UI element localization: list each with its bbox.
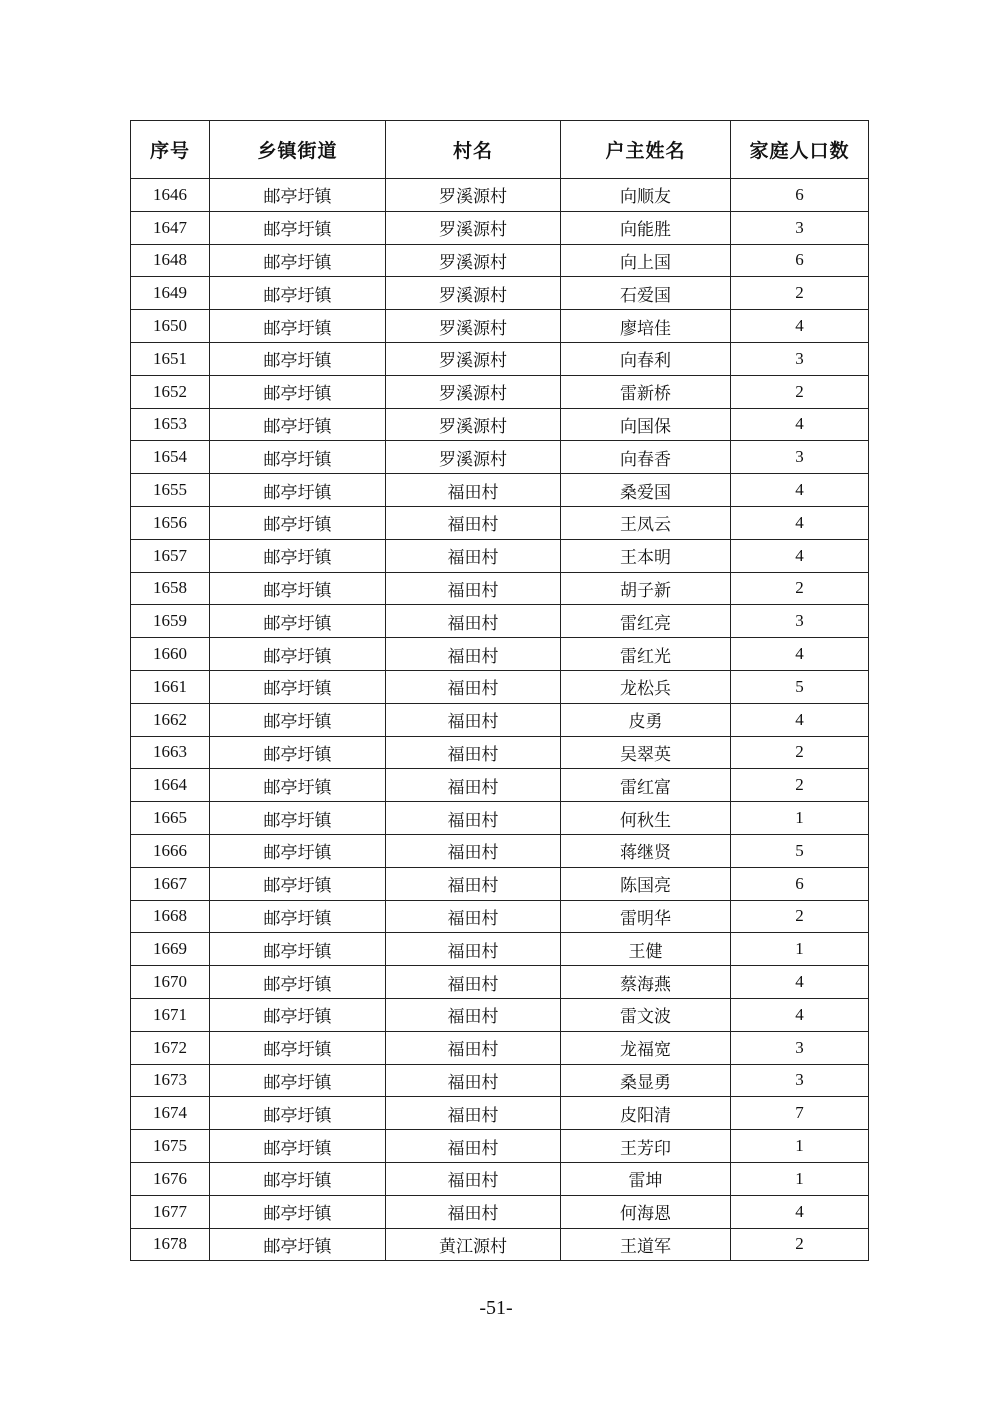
cell-serial-number: 1677: [131, 1195, 210, 1228]
cell-township: 邮亭圩镇: [210, 933, 386, 966]
table-row: [131, 1130, 869, 1163]
cell-township: 邮亭圩镇: [210, 244, 386, 277]
cell-serial-number: 1668: [131, 900, 210, 933]
table-row: [131, 900, 869, 933]
cell-householder-name: 蔡海燕: [561, 966, 731, 999]
cell-serial-number: 1672: [131, 1031, 210, 1064]
cell-township: 邮亭圩镇: [210, 342, 386, 375]
cell-householder-name: 王芳印: [561, 1130, 731, 1163]
cell-village-name: 黄江源村: [386, 1228, 561, 1261]
cell-household-size: 4: [731, 506, 869, 539]
cell-householder-name: 吴翠英: [561, 736, 731, 769]
cell-householder-name: 雷红亮: [561, 605, 731, 638]
cell-serial-number: 1657: [131, 539, 210, 572]
cell-township: 邮亭圩镇: [210, 572, 386, 605]
table-row: [131, 1097, 869, 1130]
cell-household-size: 2: [731, 900, 869, 933]
cell-householder-name: 向顺友: [561, 179, 731, 212]
cell-serial-number: 1647: [131, 211, 210, 244]
cell-village-name: 福田村: [386, 867, 561, 900]
table-row: [131, 703, 869, 736]
cell-household-size: 2: [731, 375, 869, 408]
table-row: [131, 474, 869, 507]
cell-village-name: 福田村: [386, 1195, 561, 1228]
cell-householder-name: 王凤云: [561, 506, 731, 539]
cell-serial-number: 1653: [131, 408, 210, 441]
cell-village-name: 福田村: [386, 670, 561, 703]
cell-village-name: 罗溪源村: [386, 375, 561, 408]
cell-serial-number: 1661: [131, 670, 210, 703]
cell-village-name: 福田村: [386, 1064, 561, 1097]
cell-householder-name: 向春香: [561, 441, 731, 474]
cell-serial-number: 1659: [131, 605, 210, 638]
cell-household-size: 1: [731, 802, 869, 835]
table-row: [131, 998, 869, 1031]
cell-household-size: 3: [731, 342, 869, 375]
table-row: [131, 736, 869, 769]
cell-township: 邮亭圩镇: [210, 867, 386, 900]
cell-village-name: 罗溪源村: [386, 211, 561, 244]
cell-serial-number: 1670: [131, 966, 210, 999]
cell-household-size: 5: [731, 670, 869, 703]
cell-serial-number: 1673: [131, 1064, 210, 1097]
table-row: [131, 572, 869, 605]
table-row: [131, 933, 869, 966]
cell-household-size: 4: [731, 966, 869, 999]
cell-householder-name: 雷红光: [561, 638, 731, 671]
cell-serial-number: 1656: [131, 506, 210, 539]
cell-township: 邮亭圩镇: [210, 310, 386, 343]
table-row: [131, 867, 869, 900]
cell-householder-name: 王本明: [561, 539, 731, 572]
header-serial-number: 序号: [131, 121, 210, 179]
table-row: [131, 310, 869, 343]
cell-village-name: 福田村: [386, 834, 561, 867]
cell-village-name: 福田村: [386, 1097, 561, 1130]
table-row: [131, 802, 869, 835]
cell-householder-name: 胡子新: [561, 572, 731, 605]
cell-serial-number: 1648: [131, 244, 210, 277]
cell-village-name: 福田村: [386, 933, 561, 966]
cell-village-name: 福田村: [386, 1162, 561, 1195]
cell-township: 邮亭圩镇: [210, 375, 386, 408]
cell-householder-name: 石爱国: [561, 277, 731, 310]
cell-serial-number: 1660: [131, 638, 210, 671]
cell-village-name: 福田村: [386, 1031, 561, 1064]
table-row: [131, 441, 869, 474]
cell-township: 邮亭圩镇: [210, 1228, 386, 1261]
cell-township: 邮亭圩镇: [210, 1195, 386, 1228]
cell-township: 邮亭圩镇: [210, 1162, 386, 1195]
table-row: [131, 1228, 869, 1261]
header-householder-name: 户主姓名: [561, 121, 731, 179]
cell-village-name: 罗溪源村: [386, 244, 561, 277]
cell-serial-number: 1655: [131, 474, 210, 507]
cell-township: 邮亭圩镇: [210, 1097, 386, 1130]
table-row: [131, 834, 869, 867]
cell-household-size: 4: [731, 408, 869, 441]
cell-township: 邮亭圩镇: [210, 441, 386, 474]
cell-village-name: 福田村: [386, 605, 561, 638]
table-row: [131, 277, 869, 310]
table-row: [131, 179, 869, 212]
cell-householder-name: 雷明华: [561, 900, 731, 933]
cell-serial-number: 1650: [131, 310, 210, 343]
cell-township: 邮亭圩镇: [210, 900, 386, 933]
cell-serial-number: 1651: [131, 342, 210, 375]
cell-township: 邮亭圩镇: [210, 1130, 386, 1163]
cell-serial-number: 1675: [131, 1130, 210, 1163]
cell-householder-name: 龙福宽: [561, 1031, 731, 1064]
cell-household-size: 3: [731, 605, 869, 638]
cell-household-size: 7: [731, 1097, 869, 1130]
cell-household-size: 1: [731, 1130, 869, 1163]
cell-serial-number: 1669: [131, 933, 210, 966]
table-row: [131, 638, 869, 671]
table-row: [131, 375, 869, 408]
cell-householder-name: 雷红富: [561, 769, 731, 802]
cell-serial-number: 1654: [131, 441, 210, 474]
cell-township: 邮亭圩镇: [210, 1031, 386, 1064]
cell-household-size: 1: [731, 933, 869, 966]
cell-serial-number: 1676: [131, 1162, 210, 1195]
cell-serial-number: 1652: [131, 375, 210, 408]
cell-household-size: 4: [731, 539, 869, 572]
header-township: 乡镇街道: [210, 121, 386, 179]
cell-household-size: 2: [731, 572, 869, 605]
cell-household-size: 4: [731, 998, 869, 1031]
table-row: [131, 966, 869, 999]
cell-householder-name: 皮勇: [561, 703, 731, 736]
page-number: -51-: [479, 1297, 513, 1319]
cell-household-size: 2: [731, 1228, 869, 1261]
table-row: [131, 1162, 869, 1195]
cell-householder-name: 雷文波: [561, 998, 731, 1031]
cell-township: 邮亭圩镇: [210, 605, 386, 638]
cell-householder-name: 廖培佳: [561, 310, 731, 343]
household-table: [130, 120, 869, 1261]
cell-householder-name: 向春利: [561, 342, 731, 375]
table-row: [131, 1031, 869, 1064]
cell-serial-number: 1662: [131, 703, 210, 736]
cell-township: 邮亭圩镇: [210, 474, 386, 507]
cell-village-name: 福田村: [386, 802, 561, 835]
cell-serial-number: 1671: [131, 998, 210, 1031]
household-table-container: [130, 120, 868, 1261]
cell-village-name: 福田村: [386, 736, 561, 769]
cell-householder-name: 蒋继贤: [561, 834, 731, 867]
cell-household-size: 2: [731, 736, 869, 769]
cell-householder-name: 向上国: [561, 244, 731, 277]
cell-householder-name: 王健: [561, 933, 731, 966]
cell-household-size: 4: [731, 310, 869, 343]
cell-householder-name: 雷新桥: [561, 375, 731, 408]
cell-serial-number: 1665: [131, 802, 210, 835]
cell-village-name: 福田村: [386, 703, 561, 736]
cell-village-name: 福田村: [386, 1130, 561, 1163]
cell-village-name: 罗溪源村: [386, 310, 561, 343]
cell-household-size: 3: [731, 1031, 869, 1064]
cell-village-name: 福田村: [386, 998, 561, 1031]
cell-household-size: 2: [731, 277, 869, 310]
cell-township: 邮亭圩镇: [210, 408, 386, 441]
cell-serial-number: 1646: [131, 179, 210, 212]
table-row: [131, 211, 869, 244]
table-row: [131, 539, 869, 572]
cell-householder-name: 桑爱国: [561, 474, 731, 507]
table-row: [131, 1064, 869, 1097]
table-row: [131, 244, 869, 277]
cell-village-name: 福田村: [386, 539, 561, 572]
cell-township: 邮亭圩镇: [210, 802, 386, 835]
table-header-row: [131, 121, 869, 179]
cell-householder-name: 何海恩: [561, 1195, 731, 1228]
cell-household-size: 6: [731, 244, 869, 277]
cell-village-name: 福田村: [386, 966, 561, 999]
cell-serial-number: 1649: [131, 277, 210, 310]
cell-serial-number: 1674: [131, 1097, 210, 1130]
table-row: [131, 670, 869, 703]
cell-township: 邮亭圩镇: [210, 211, 386, 244]
cell-householder-name: 桑显勇: [561, 1064, 731, 1097]
cell-serial-number: 1666: [131, 834, 210, 867]
cell-household-size: 4: [731, 474, 869, 507]
cell-household-size: 6: [731, 179, 869, 212]
table-row: [131, 605, 869, 638]
cell-householder-name: 龙松兵: [561, 670, 731, 703]
cell-village-name: 罗溪源村: [386, 179, 561, 212]
table-row: [131, 506, 869, 539]
cell-serial-number: 1663: [131, 736, 210, 769]
table-row: [131, 769, 869, 802]
cell-township: 邮亭圩镇: [210, 539, 386, 572]
cell-serial-number: 1658: [131, 572, 210, 605]
cell-township: 邮亭圩镇: [210, 670, 386, 703]
header-household-size: 家庭人口数: [731, 121, 869, 179]
cell-village-name: 福田村: [386, 769, 561, 802]
cell-township: 邮亭圩镇: [210, 638, 386, 671]
cell-village-name: 福田村: [386, 474, 561, 507]
cell-householder-name: 皮阳清: [561, 1097, 731, 1130]
cell-township: 邮亭圩镇: [210, 179, 386, 212]
cell-householder-name: 王道军: [561, 1228, 731, 1261]
cell-household-size: 3: [731, 211, 869, 244]
cell-village-name: 福田村: [386, 638, 561, 671]
cell-village-name: 罗溪源村: [386, 342, 561, 375]
cell-township: 邮亭圩镇: [210, 998, 386, 1031]
cell-household-size: 2: [731, 769, 869, 802]
cell-householder-name: 雷坤: [561, 1162, 731, 1195]
cell-household-size: 6: [731, 867, 869, 900]
cell-township: 邮亭圩镇: [210, 703, 386, 736]
cell-township: 邮亭圩镇: [210, 736, 386, 769]
cell-household-size: 3: [731, 1064, 869, 1097]
cell-village-name: 福田村: [386, 506, 561, 539]
table-row: [131, 408, 869, 441]
cell-household-size: 4: [731, 1195, 869, 1228]
cell-village-name: 罗溪源村: [386, 277, 561, 310]
table-row: [131, 1195, 869, 1228]
cell-township: 邮亭圩镇: [210, 277, 386, 310]
cell-household-size: 4: [731, 703, 869, 736]
cell-village-name: 罗溪源村: [386, 408, 561, 441]
cell-household-size: 1: [731, 1162, 869, 1195]
cell-township: 邮亭圩镇: [210, 506, 386, 539]
cell-household-size: 4: [731, 638, 869, 671]
cell-household-size: 3: [731, 441, 869, 474]
table-body: [131, 179, 869, 1261]
table-row: [131, 342, 869, 375]
header-village-name: 村名: [386, 121, 561, 179]
cell-serial-number: 1678: [131, 1228, 210, 1261]
cell-householder-name: 何秋生: [561, 802, 731, 835]
cell-village-name: 福田村: [386, 572, 561, 605]
cell-township: 邮亭圩镇: [210, 1064, 386, 1097]
cell-householder-name: 向国保: [561, 408, 731, 441]
cell-householder-name: 陈国亮: [561, 867, 731, 900]
cell-village-name: 罗溪源村: [386, 441, 561, 474]
cell-householder-name: 向能胜: [561, 211, 731, 244]
cell-township: 邮亭圩镇: [210, 769, 386, 802]
cell-township: 邮亭圩镇: [210, 966, 386, 999]
cell-township: 邮亭圩镇: [210, 834, 386, 867]
cell-village-name: 福田村: [386, 900, 561, 933]
cell-serial-number: 1667: [131, 867, 210, 900]
cell-household-size: 5: [731, 834, 869, 867]
cell-serial-number: 1664: [131, 769, 210, 802]
